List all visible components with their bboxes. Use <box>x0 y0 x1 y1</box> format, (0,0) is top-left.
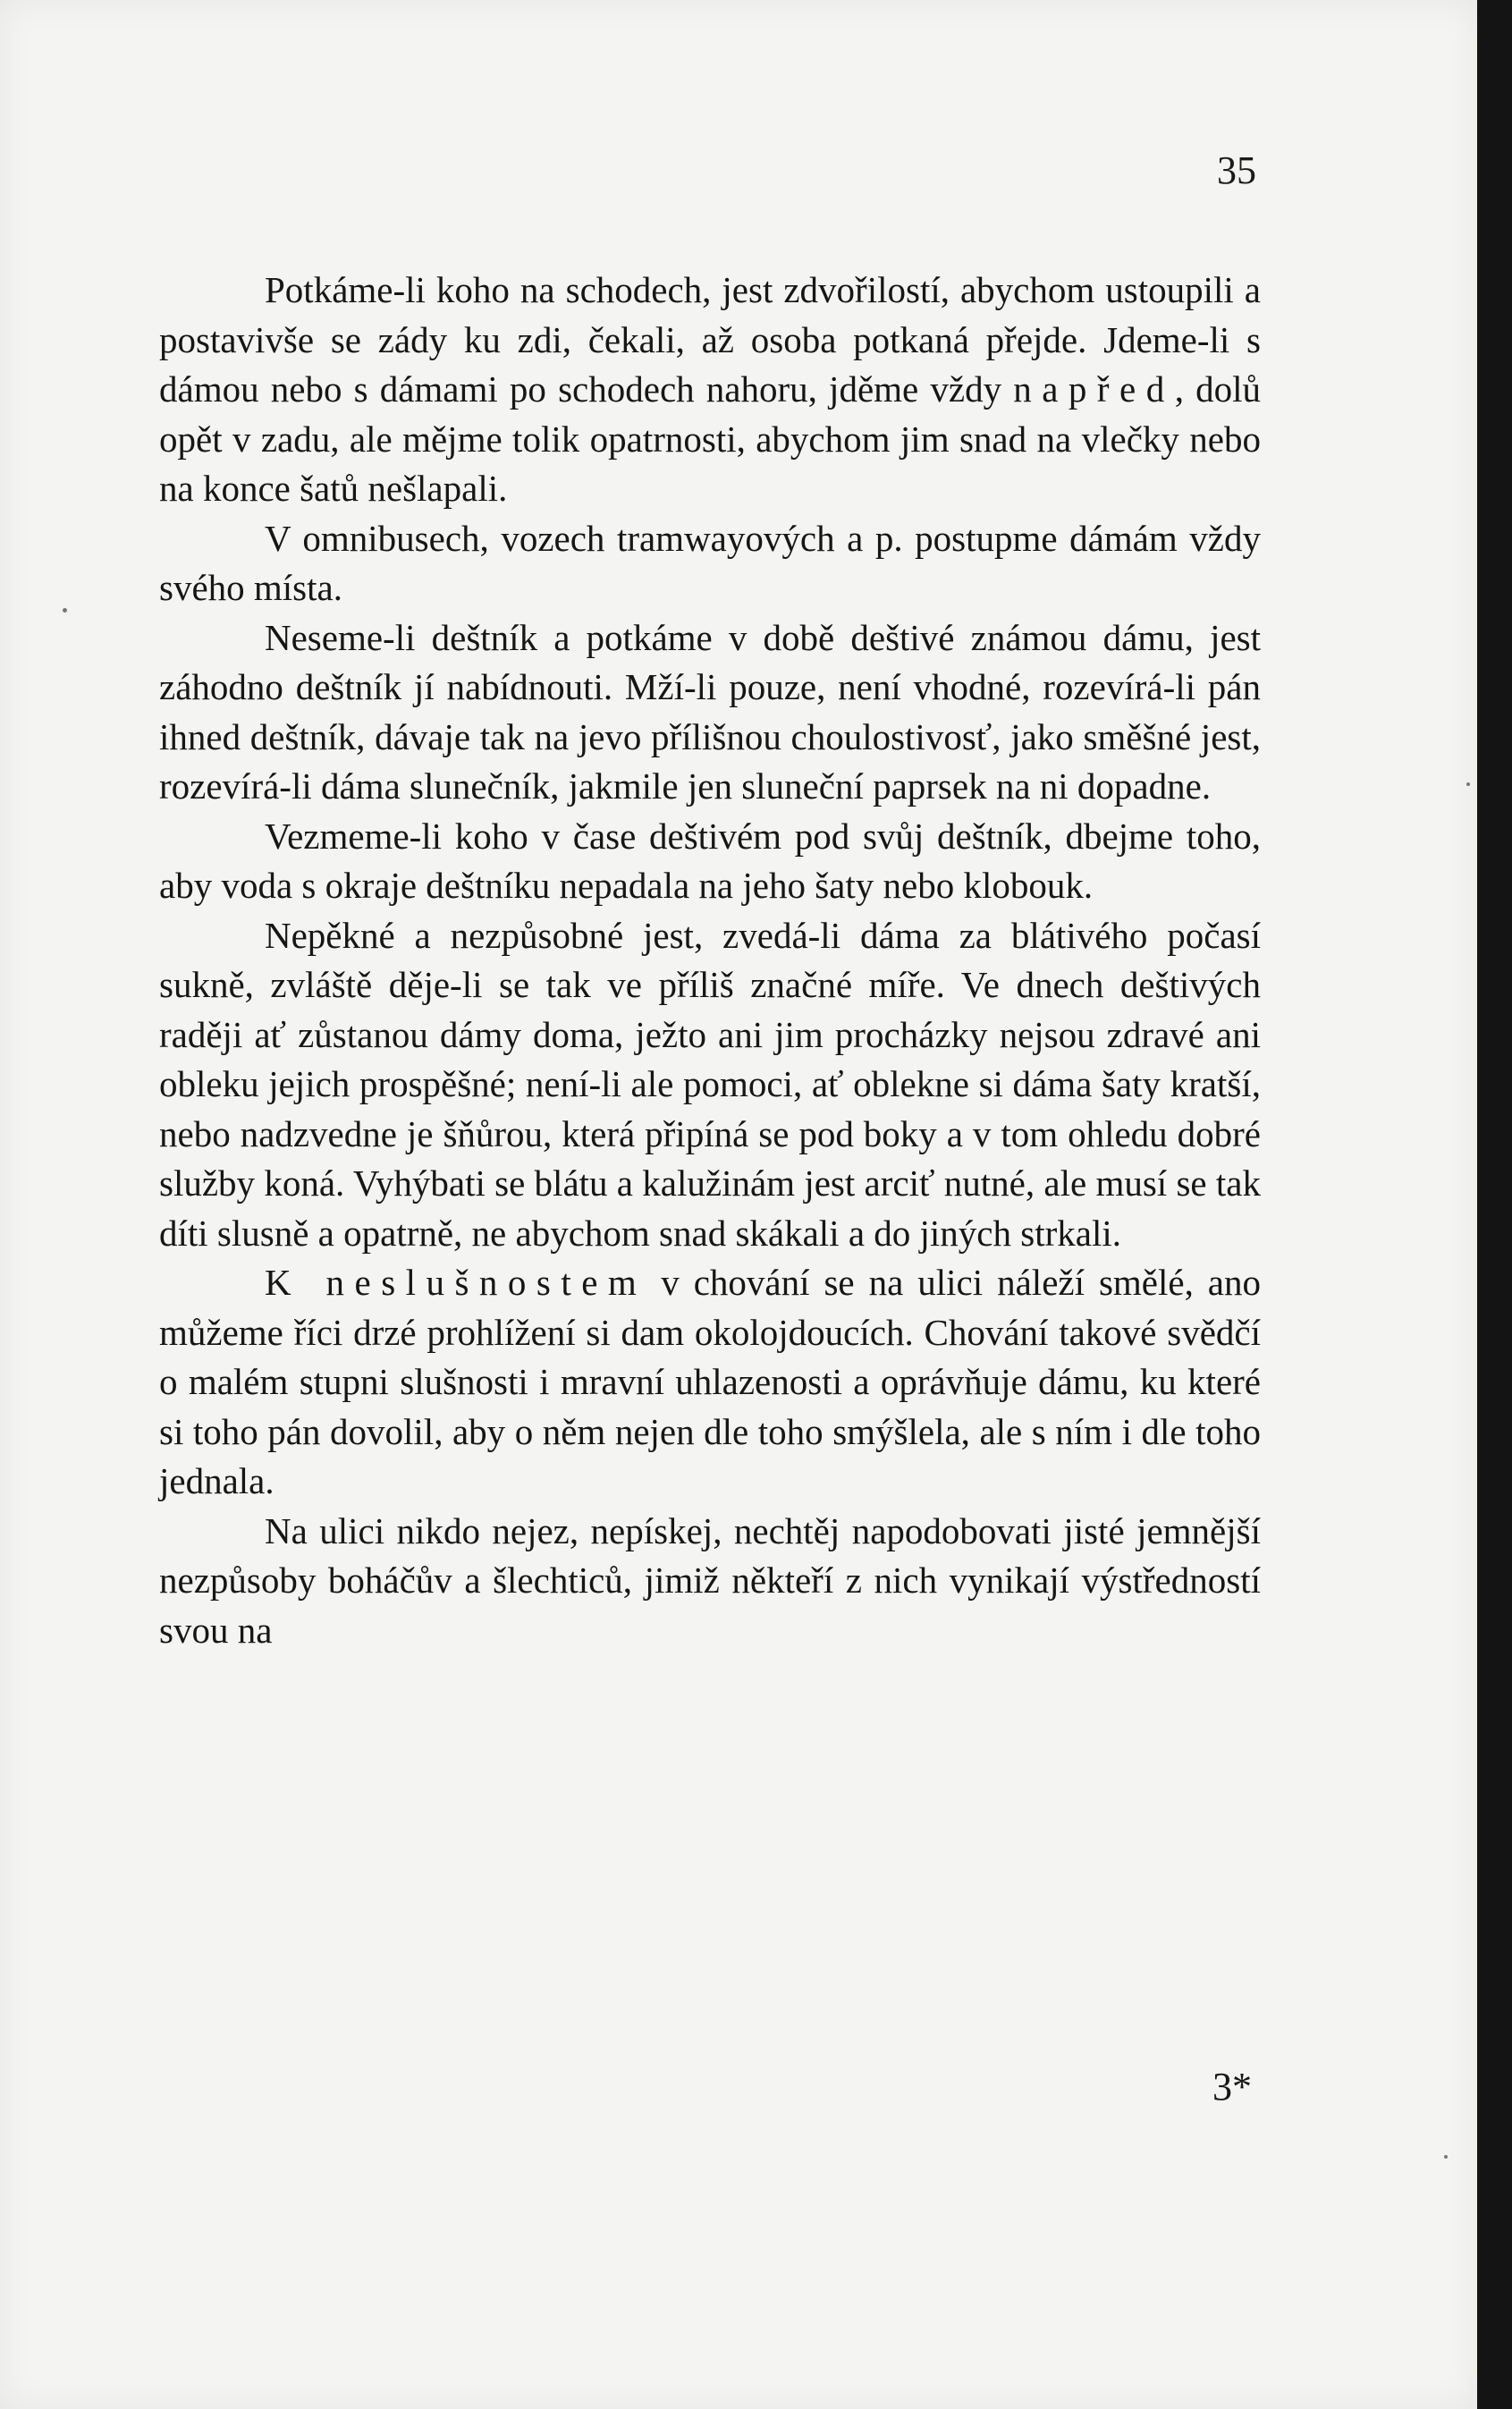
dust-speck <box>1444 2155 1448 2159</box>
dust-speck <box>63 608 67 613</box>
emphasis-neslusnostem: K neslušnostem <box>265 1262 647 1303</box>
emphasis-napred: napřed <box>1013 368 1175 410</box>
signature-mark: 3* <box>1212 2065 1252 2109</box>
paragraph-staring: K neslušnostem v chování se na ulici náleží smělé, ano můžeme říci drzé prohlížení si dam okolojdoucích. Chování takové svědčí o malém stupni slušnosti i mravní uhlazenosti a oprávňuje dámu, ku které si toho pán dovolil, aby o něm nejen dle toho smýšlela, ale s ním i dle toho jednala. <box>159 1262 1262 1501</box>
paragraph-street-conduct: Na ulici nikdo nejez, nepískej, nechtěj napodobovati jisté jemnější nezpůsoby boháčův a šlechticů, jimiž někteří z nich vynikají výstředností svou na <box>159 1509 1261 1651</box>
paragraph-skirts: Nepěkné a nezpůsobné jest, zvedá-li dáma za blátivého počasí sukně, zvláště děje-li se tak ve příliš značné míře. Ve dnech deštivých raději ať zůstanou dámy doma, ježto ani jim procházky nejsou zdravé ani obleku jejich prospěšné; není-li ale pomoci, ať oblekne si dáma šaty kratší, nebo nadzvedne je šňůrou, která připíná se pod boky a v tom ohledu dobré služby koná. Vyhýbati se blátu a kalužinám jest arciť nutné, ale musí se tak díti slusně a opatrně, ne abychom snad skákali a do jiných strkali. <box>159 914 1261 1254</box>
page-edge-shadow <box>1477 0 1512 2409</box>
page-number: 35 <box>1217 148 1256 192</box>
dust-speck <box>1466 782 1470 786</box>
body-text <box>159 266 1261 1655</box>
paragraph-stairs: Potkáme-li koho na schodech, jest zdvořilostí, abychom ustoupili a postavivše se zády ku zdi, čekali, až osoba potkaná přejde. Jdeme-li s dámou nebo s dámami po schodech nahoru, jděme vždy napřed, dolů opět v zadu, ale mějme tolik opatrnosti, abychom jim snad na vlečky nebo na konce šatů nešlapali. <box>159 269 1261 509</box>
paragraph-omnibus: V omnibusech, vozech tramwayových a p. postupme dámám vždy svého místa. <box>159 517 1261 608</box>
paragraph-shared-umbrella: Vezmeme-li koho v čase deštivém pod svůj deštník, dbejme toho, aby voda s okraje deštníku nepadala na jeho šaty nebo klobouk. <box>159 815 1261 906</box>
paragraph-umbrella: Neseme-li deštník a potkáme v době deštivé známou dámu, jest záhodno deštník jí nabídnouti. Mží-li pouze, není vhodné, rozevírá-li pán ihned deštník, dávaje tak na jevo přílišnou choulostivosť, jako směšné jest, rozevírá-li dáma slunečník, jakmile jen sluneční paprsek na ni dopadne. <box>159 616 1261 807</box>
